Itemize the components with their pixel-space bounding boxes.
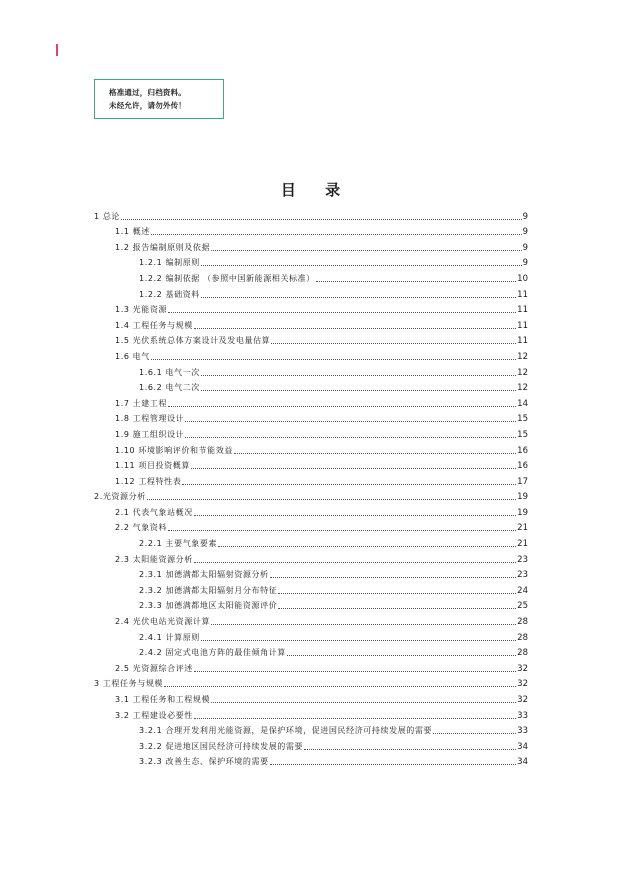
toc-entry[interactable]: [94, 736, 528, 752]
toc-entry-label: 1.4 工程任务与规模: [115, 320, 193, 330]
toc-entry-page: 32: [517, 663, 528, 674]
toc-entry-label: 1.6.1 电气一次: [139, 367, 200, 377]
toc-entry[interactable]: [94, 487, 528, 503]
toc-dot-leader: [147, 499, 516, 500]
toc-entry[interactable]: [94, 440, 528, 456]
toc-entry-label: 1.11 项目投资概算: [115, 461, 190, 471]
toc-entry-label: 1.6 电气: [115, 351, 150, 361]
toc-entry[interactable]: [94, 315, 528, 331]
toc-entry-label: 2.光资源分析: [94, 492, 146, 502]
toc-entry[interactable]: [94, 565, 528, 581]
toc-entry-page: 11: [517, 289, 528, 300]
toc-entry[interactable]: [94, 222, 528, 238]
approval-stamp: [94, 79, 224, 119]
toc-entry-page: 34: [517, 757, 528, 768]
toc-dot-leader: [194, 328, 516, 329]
toc-entry-page: 19: [517, 492, 528, 503]
toc-entry-label: 2.4.1 计算原则: [139, 632, 200, 642]
toc-entry-page: 11: [517, 320, 528, 331]
stamp-line-2: 未经允许，请勿外传！: [109, 101, 186, 110]
toc-entry[interactable]: [94, 362, 528, 378]
toc-dot-leader: [151, 234, 522, 235]
toc-entry-label: 3.2.2 促进地区国民经济可持续发展的需要: [139, 741, 304, 751]
toc-entry[interactable]: [94, 752, 528, 768]
toc-entry-page: 17: [517, 476, 528, 487]
toc-entry[interactable]: [94, 409, 528, 425]
toc-dot-leader: [194, 671, 516, 672]
toc-dot-leader: [191, 468, 516, 469]
toc-entry[interactable]: [94, 643, 528, 659]
toc-entry-page: 33: [517, 710, 528, 721]
toc-entry-label: 3 工程任务与规模: [94, 679, 164, 689]
toc-entry-label: 1.8 工程管理设计: [115, 414, 185, 424]
toc-entry[interactable]: [94, 268, 528, 284]
toc-entry-label: 1.10 环境影响评价和节能效益: [115, 445, 233, 455]
toc-entry[interactable]: [94, 456, 528, 472]
toc-entry[interactable]: [94, 580, 528, 596]
toc-entry-page: 34: [517, 741, 528, 752]
toc-dot-leader: [270, 577, 516, 578]
toc-dot-leader: [211, 624, 516, 625]
toc-entry-label: 2.4 光伏电站光资源计算: [115, 617, 211, 627]
toc-entry-page: 23: [517, 554, 528, 565]
table-of-contents: [94, 206, 528, 767]
toc-dot-leader: [201, 640, 516, 641]
toc-entry[interactable]: [94, 533, 528, 549]
toc-entry[interactable]: [94, 611, 528, 627]
toc-entry[interactable]: [94, 378, 528, 394]
toc-entry-page: 15: [517, 414, 528, 425]
stamp-line-1: 格准通过，归档资料。: [109, 88, 186, 97]
corner-mark: [56, 44, 58, 56]
toc-entry[interactable]: [94, 518, 528, 534]
toc-dot-leader: [164, 686, 516, 687]
toc-dot-leader: [194, 515, 516, 516]
toc-entry-page: 32: [517, 695, 528, 705]
toc-dot-leader: [168, 406, 516, 407]
toc-entry[interactable]: [94, 471, 528, 487]
toc-entry[interactable]: [94, 689, 528, 705]
toc-entry-label: 3.2.1 合理开发利用光能资源，是保护环境，促进国民经济可持续发展的需要: [139, 726, 433, 736]
toc-entry[interactable]: [94, 206, 528, 222]
toc-entry[interactable]: [94, 331, 528, 347]
toc-entry-label: 1.2.2 基础资料: [139, 289, 200, 299]
toc-entry[interactable]: [94, 658, 528, 674]
toc-entry[interactable]: [94, 346, 528, 362]
toc-entry-label: 2.3.1 加德满都太阳辐射资源分析: [139, 570, 269, 580]
toc-entry-label: 2.2 气象资料: [115, 523, 168, 533]
toc-entry-label: 1.5 光伏系统总体方案设计及发电量估算: [115, 336, 271, 346]
toc-entry[interactable]: [94, 393, 528, 409]
toc-dot-leader: [316, 281, 516, 282]
toc-dot-leader: [168, 530, 516, 531]
toc-entry-page: 11: [517, 336, 528, 347]
toc-dot-leader: [271, 343, 516, 344]
toc-entry[interactable]: [94, 253, 528, 269]
toc-entry-label: 1 总论: [94, 211, 121, 221]
toc-entry-label: 2.2.1 主要气象要素: [139, 539, 218, 549]
toc-entry-label: 1.7 土建工程: [115, 398, 168, 408]
toc-entry-label: 1.9 施工组织设计: [115, 429, 185, 439]
toc-entry-label: 1.2.2 编制依据 （参照中国新能源相关标准）: [139, 273, 315, 283]
toc-entry-page: 9: [522, 242, 528, 253]
toc-entry-page: 28: [517, 617, 528, 628]
toc-entry-page: 24: [517, 585, 528, 596]
toc-dot-leader: [211, 702, 516, 703]
toc-dot-leader: [185, 437, 516, 438]
toc-entry-page: 15: [517, 429, 528, 440]
toc-entry-label: 2.3.3 加德满都地区太阳能资源评价: [139, 601, 278, 611]
toc-entry-page: 33: [517, 726, 528, 737]
toc-dot-leader: [270, 764, 516, 765]
toc-dot-leader: [201, 265, 522, 266]
toc-dot-leader: [234, 453, 516, 454]
toc-entry[interactable]: [94, 424, 528, 440]
toc-entry-page: 11: [517, 305, 528, 316]
toc-entry-label: 1.12 工程特性表: [115, 476, 182, 486]
toc-entry-label: 2.4.2 固定式电池方阵的最佳倾角计算: [139, 648, 286, 658]
toc-dot-leader: [194, 562, 516, 563]
toc-entry-page: 21: [517, 523, 528, 534]
toc-entry-page: 32: [517, 679, 528, 690]
page-title: 目 录: [280, 181, 353, 199]
toc-entry-page: 12: [517, 351, 528, 362]
toc-dot-leader: [151, 359, 516, 360]
toc-entry[interactable]: [94, 549, 528, 565]
toc-entry-label: 3.1 工程任务和工程规模: [115, 695, 211, 704]
toc-entry-page: 10: [517, 273, 528, 284]
toc-entry-page: 9: [522, 211, 528, 222]
toc-dot-leader: [278, 608, 516, 609]
toc-entry[interactable]: [94, 502, 528, 518]
toc-entry[interactable]: [94, 300, 528, 316]
toc-dot-leader: [433, 733, 516, 734]
toc-entry-label: 2.3.2 加德满都太阳辐射月分布特征: [139, 585, 278, 595]
toc-entry-label: 2.1 代表气象站概况: [115, 507, 193, 517]
toc-entry-page: 28: [517, 632, 528, 643]
toc-entry[interactable]: [94, 705, 528, 721]
toc-entry-label: 1.1 概述: [115, 227, 150, 237]
toc-entry-label: 2.5 光资源综合评述: [115, 663, 193, 673]
toc-entry-page: 23: [517, 570, 528, 581]
toc-dot-leader: [168, 312, 516, 313]
toc-dot-leader: [211, 250, 522, 251]
toc-dot-leader: [201, 390, 516, 391]
toc-entry-page: 14: [517, 398, 528, 409]
toc-entry-page: 9: [522, 227, 528, 238]
toc-entry-label: 3.2.3 改善生态、保护环境的需要: [139, 757, 269, 767]
toc-dot-leader: [194, 718, 516, 719]
toc-dot-leader: [218, 546, 516, 547]
toc-entry[interactable]: [94, 627, 528, 643]
toc-dot-leader: [185, 421, 516, 422]
toc-entry-page: 19: [517, 507, 528, 518]
toc-entry-label: 3.2 工程建设必要性: [115, 710, 193, 720]
toc-dot-leader: [182, 484, 516, 485]
toc-entry-label: 1.2 报告编制原则及依据: [115, 242, 211, 252]
toc-entry-page: 21: [517, 539, 528, 550]
toc-entry[interactable]: [94, 284, 528, 300]
toc-entry-page: 12: [517, 367, 528, 378]
toc-entry-page: 28: [517, 648, 528, 659]
toc-entry-label: 1.6.2 电气二次: [139, 383, 200, 393]
toc-dot-leader: [201, 375, 516, 376]
toc-entry-page: 25: [517, 601, 528, 612]
toc-dot-leader: [304, 749, 516, 750]
toc-dot-leader: [287, 655, 516, 656]
toc-entry-page: 16: [517, 445, 528, 456]
toc-entry[interactable]: [94, 237, 528, 253]
toc-entry-label: 1.3 光能资源: [115, 305, 168, 315]
toc-entry-page: 9: [522, 258, 528, 269]
toc-entry-label: 1.2.1 编制原则: [139, 258, 200, 268]
toc-dot-leader: [201, 297, 516, 298]
toc-entry-page: 12: [517, 383, 528, 394]
toc-entry[interactable]: [94, 674, 528, 690]
toc-dot-leader: [121, 219, 522, 220]
toc-entry[interactable]: [94, 721, 528, 737]
toc-entry-page: 16: [517, 461, 528, 472]
toc-entry[interactable]: [94, 596, 528, 612]
toc-dot-leader: [278, 593, 516, 594]
toc-entry-label: 2.3 太阳能资源分析: [115, 554, 193, 564]
